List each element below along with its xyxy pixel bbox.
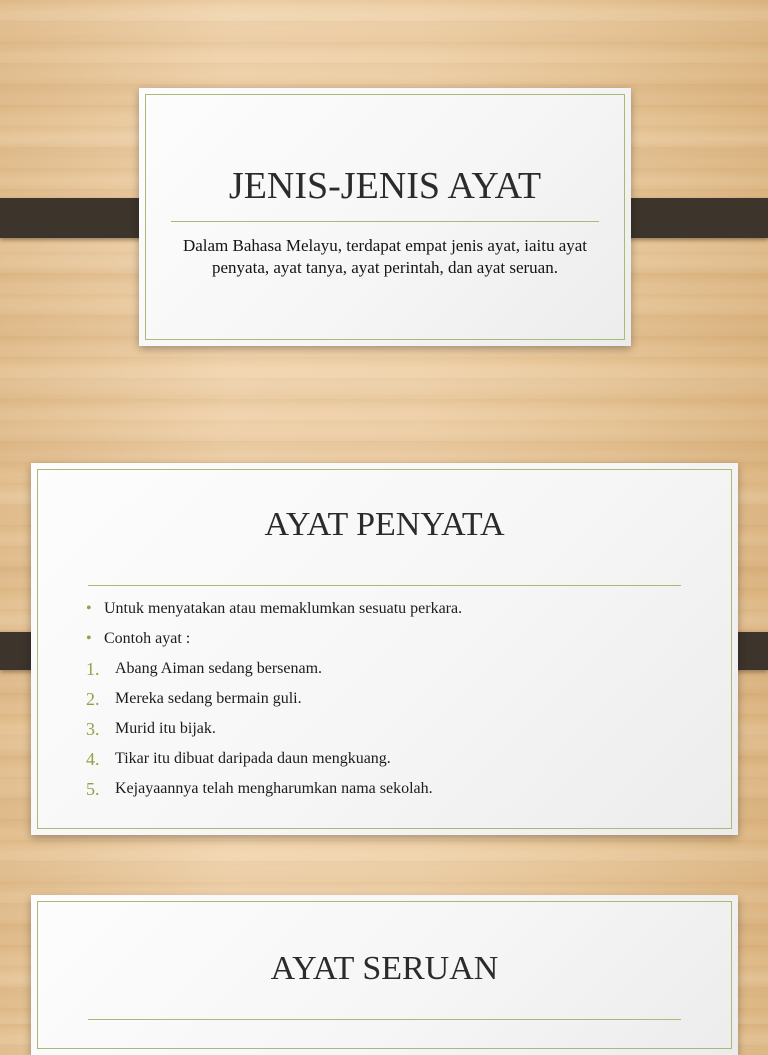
numbered-item <box>31 654 738 684</box>
bullet-item <box>31 624 738 654</box>
number-marker: 3. <box>86 719 100 739</box>
numbered-item <box>31 774 738 804</box>
numbered-list <box>31 654 738 804</box>
slide-1-frame <box>145 94 625 340</box>
bullet-text: Contoh ayat : <box>104 630 191 647</box>
numbered-text: Murid itu bijak. <box>115 720 216 737</box>
numbered-text: Abang Aiman sedang bersenam. <box>115 660 323 677</box>
slide-3-title: AYAT SERUAN <box>270 950 499 987</box>
bullet-item <box>31 594 738 624</box>
number-marker: 1. <box>86 659 100 679</box>
numbered-text: Tikar itu dibuat daripada daun mengkuang. <box>115 750 391 767</box>
slide-2[interactable] <box>31 463 738 835</box>
bullet-marker: • <box>86 600 92 617</box>
numbered-item <box>31 744 738 774</box>
slide-1-left-strap <box>0 198 155 238</box>
numbered-text: Kejayaannya telah mengharumkan nama sekolah. <box>115 780 433 797</box>
slide-1-divider <box>171 221 599 222</box>
slide-1-title: JENIS-JENIS AYAT <box>228 165 542 207</box>
slide-2-title: AYAT PENYATA <box>264 506 505 543</box>
numbered-item <box>31 684 738 714</box>
numbered-item <box>31 714 738 744</box>
slide-1-right-strap <box>613 198 768 238</box>
number-marker: 4. <box>86 749 100 769</box>
number-marker: 5. <box>86 779 100 799</box>
slide-1-subtitle: Dalam Bahasa Melayu, terdapat empat jenis ayat, iaitu ayat penyata, ayat tanya, ayat perintah, dan ayat seruan. <box>182 236 588 277</box>
numbered-text: Mereka sedang bermain guli. <box>115 690 302 707</box>
slide-3-divider <box>88 1019 681 1020</box>
slide-2-divider <box>88 585 681 586</box>
bullet-list <box>31 594 738 654</box>
slide-1[interactable] <box>139 88 631 346</box>
slide-3[interactable] <box>31 895 738 1055</box>
number-marker: 2. <box>86 689 100 709</box>
bullet-text: Untuk menyatakan atau memaklumkan sesuatu perkara. <box>104 600 463 617</box>
bullet-marker: • <box>86 630 92 647</box>
